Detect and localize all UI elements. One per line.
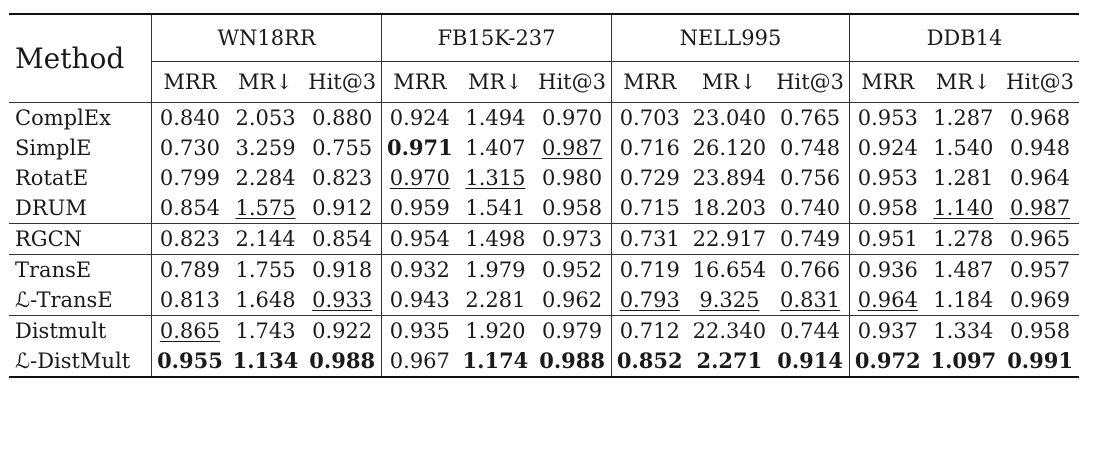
metric-value — [688, 316, 772, 347]
metric-value-text: 0.988 — [309, 348, 376, 373]
metric-value-text: 0.959 — [389, 196, 450, 220]
metric-value — [1001, 133, 1079, 163]
metric-value-text: 0.964 — [857, 288, 918, 312]
metric-value — [228, 133, 304, 163]
metric-header: MR↓ — [701, 70, 757, 94]
metric-value-text: 0.958 — [542, 196, 603, 220]
metric-value — [533, 193, 611, 224]
metric-value-text: 18.203 — [692, 196, 767, 220]
metric-value-text: 1.315 — [465, 166, 526, 190]
dataset-header: NELL995 — [611, 14, 849, 62]
metric-value — [382, 346, 458, 377]
metric-value-text: 0.912 — [312, 196, 373, 220]
metric-value — [688, 285, 772, 316]
metric-value-text: 1.920 — [465, 319, 526, 343]
metric-value-text: 1.755 — [235, 258, 296, 282]
metric-value — [926, 224, 1002, 255]
metric-value — [152, 163, 228, 193]
metric-value-text: 0.967 — [389, 349, 450, 373]
table-row — [9, 224, 1079, 255]
metric-value — [611, 103, 687, 134]
metric-value-text: 0.865 — [159, 319, 220, 343]
metric-value — [382, 285, 458, 316]
metric-value-text: 0.712 — [619, 319, 680, 343]
metric-value — [771, 193, 849, 224]
metric-header: MR↓ — [238, 70, 293, 94]
metric-value — [850, 163, 926, 193]
method-name: ComplEx — [9, 103, 152, 134]
metric-value — [458, 133, 534, 163]
metric-value — [533, 163, 611, 193]
metric-value — [771, 255, 849, 286]
metric-value — [688, 346, 772, 377]
metric-value — [611, 255, 687, 286]
table-row — [9, 255, 1079, 286]
metric-value — [533, 316, 611, 347]
metric-value-text: 0.715 — [619, 196, 680, 220]
metric-value-text: 0.766 — [780, 258, 841, 282]
metric-value — [1001, 224, 1079, 255]
metric-value — [228, 103, 304, 134]
metric-value-text: 0.730 — [159, 136, 220, 160]
metric-value-text: 0.749 — [780, 227, 841, 251]
metric-value-text: 0.813 — [159, 288, 220, 312]
metric-value — [926, 193, 1002, 224]
metric-value-text: 0.964 — [1010, 166, 1071, 190]
metric-value-text: 0.924 — [389, 106, 450, 130]
metric-value-text: 0.799 — [159, 166, 220, 190]
metric-value — [303, 255, 381, 286]
metric-header: MRR — [382, 62, 458, 103]
metric-value — [850, 346, 926, 377]
metric-value — [382, 163, 458, 193]
metric-value — [1001, 285, 1079, 316]
metric-value — [926, 316, 1002, 347]
metric-value — [926, 163, 1002, 193]
metric-value-text: 0.755 — [312, 136, 373, 160]
metric-value-text: 22.917 — [692, 227, 767, 251]
metric-value-text: 0.969 — [1010, 288, 1071, 312]
metric-value-text: 0.970 — [389, 166, 450, 190]
metric-value-text: 0.955 — [157, 348, 223, 373]
metric-value-text: 0.952 — [542, 258, 603, 282]
metric-value — [850, 316, 926, 347]
metric-value-text: 1.541 — [465, 196, 526, 220]
metric-value-text: 0.744 — [780, 319, 841, 343]
metric-value — [458, 346, 534, 377]
method-name: RGCN — [9, 224, 152, 255]
metric-value — [228, 224, 304, 255]
metric-value-text: 0.948 — [1010, 136, 1071, 160]
metric-value — [926, 346, 1002, 377]
metric-value — [850, 255, 926, 286]
metric-value-text: 0.987 — [542, 136, 603, 160]
metric-value — [303, 316, 381, 347]
metric-header: MRR — [611, 62, 687, 103]
metric-value — [926, 255, 1002, 286]
metric-value — [1001, 103, 1079, 134]
metric-value-text: 1.097 — [930, 348, 997, 373]
metric-value — [382, 224, 458, 255]
metric-value — [611, 316, 687, 347]
metric-value-text: 1.494 — [465, 106, 526, 130]
metric-value-text: 0.957 — [1010, 258, 1071, 282]
metric-value — [382, 255, 458, 286]
metric-value — [771, 103, 849, 134]
metric-value — [611, 224, 687, 255]
metric-header: Hit@3 — [1006, 70, 1074, 94]
metric-value — [303, 103, 381, 134]
method-name: Distmult — [9, 316, 152, 347]
metric-value — [850, 103, 926, 134]
metric-value-text: 0.852 — [616, 348, 683, 373]
metric-value — [228, 346, 304, 377]
metric-value — [688, 163, 772, 193]
metric-value-text: 2.284 — [235, 166, 296, 190]
metric-value-text: 1.174 — [462, 348, 529, 373]
method-name: SimplE — [15, 136, 92, 160]
metric-value-text: 0.740 — [780, 196, 841, 220]
metric-value — [458, 163, 534, 193]
metric-header: MRR — [850, 62, 926, 103]
metric-value-text: 0.922 — [312, 319, 373, 343]
table-row — [9, 285, 1079, 316]
metric-header: Hit@3 — [308, 70, 377, 94]
metric-value-text: 1.648 — [235, 288, 296, 312]
metric-value-text: 0.979 — [542, 319, 603, 343]
method-name: DRUM — [15, 196, 87, 220]
metric-value — [152, 133, 228, 163]
metric-value-text: 0.840 — [159, 106, 220, 130]
metric-value-text: 2.144 — [235, 227, 296, 251]
metric-value-text: 1.979 — [465, 258, 526, 282]
metric-value — [228, 255, 304, 286]
metric-value — [152, 103, 228, 134]
metric-value — [458, 285, 534, 316]
metric-value-text: 1.281 — [933, 166, 994, 190]
metric-value-text: 0.973 — [542, 227, 603, 251]
metric-value-text: 2.053 — [235, 106, 296, 130]
metric-value-text: 1.575 — [235, 196, 296, 220]
metric-value — [850, 193, 926, 224]
dataset-header: DDB14 — [850, 14, 1080, 62]
metric-value-text: 0.748 — [780, 136, 841, 160]
metric-value-text: 0.789 — [159, 258, 220, 282]
metric-value-text: 22.340 — [692, 319, 767, 343]
table-row — [9, 346, 1079, 377]
table-row — [9, 103, 1079, 134]
metric-value-text: 0.958 — [857, 196, 918, 220]
metric-value-text: 0.880 — [312, 106, 373, 130]
metric-value-text: 1.278 — [933, 227, 994, 251]
metric-value — [1001, 316, 1079, 347]
metric-value-text: 16.654 — [692, 258, 767, 282]
metric-value-text: 1.743 — [235, 319, 296, 343]
metric-value-text: 0.953 — [857, 166, 918, 190]
metric-value — [382, 133, 458, 163]
metric-value-text: 1.407 — [465, 136, 526, 160]
metric-value — [771, 346, 849, 377]
metric-value-text: 1.334 — [933, 319, 994, 343]
metric-header: Hit@3 — [538, 70, 606, 94]
metric-value — [228, 316, 304, 347]
metric-value — [926, 103, 1002, 134]
metric-value — [303, 133, 381, 163]
metric-value-text: 0.854 — [159, 196, 220, 220]
metric-value — [926, 133, 1002, 163]
metric-value-text: 0.980 — [542, 166, 603, 190]
metric-value — [303, 224, 381, 255]
metric-value-text: 0.965 — [1010, 227, 1071, 251]
metric-value-text: 0.943 — [389, 288, 450, 312]
metric-value-text: 0.932 — [389, 258, 450, 282]
metric-value-text: 0.968 — [1010, 106, 1071, 130]
metric-value — [688, 193, 772, 224]
metric-value — [1001, 255, 1079, 286]
metric-value-text: 0.991 — [1007, 348, 1073, 373]
metric-value-text: 0.854 — [312, 227, 373, 251]
metric-value-text: 0.933 — [312, 288, 373, 312]
metric-value-text: 0.937 — [857, 319, 918, 343]
metric-value-text: 0.958 — [1010, 319, 1071, 343]
metric-value — [688, 103, 772, 134]
metric-value-text: 0.972 — [854, 348, 921, 373]
metric-value — [611, 133, 687, 163]
metric-value-text: 0.716 — [619, 136, 680, 160]
metric-value-text: 0.914 — [777, 348, 843, 373]
metric-value — [533, 255, 611, 286]
metric-value-text: 0.987 — [1010, 196, 1071, 220]
metric-value — [611, 193, 687, 224]
metric-value-text: 0.765 — [780, 106, 841, 130]
metric-value — [303, 285, 381, 316]
metric-value — [688, 255, 772, 286]
metric-value — [382, 103, 458, 134]
metric-header: MR↓ — [467, 70, 523, 94]
metric-value-text: 0.918 — [312, 258, 373, 282]
metric-value-text: 0.936 — [857, 258, 918, 282]
metric-value-text: 0.988 — [539, 348, 605, 373]
metric-value-text: 0.954 — [389, 227, 450, 251]
metric-value — [152, 285, 228, 316]
metric-value-text: 0.823 — [159, 227, 220, 251]
metric-value — [688, 133, 772, 163]
metric-value — [228, 163, 304, 193]
metric-value — [771, 224, 849, 255]
metric-value-text: 0.719 — [619, 258, 680, 282]
metric-value-text: 2.271 — [696, 348, 763, 373]
metric-value — [533, 103, 611, 134]
metric-value-text: 1.287 — [933, 106, 994, 130]
metric-value-text: 26.120 — [692, 136, 767, 160]
metric-value — [926, 285, 1002, 316]
method-name: ℒ-DistMult — [9, 346, 152, 377]
metric-value — [688, 224, 772, 255]
metric-value-text: 1.184 — [933, 288, 994, 312]
metric-value-text: 1.134 — [232, 348, 299, 373]
metric-value — [382, 193, 458, 224]
metric-value — [458, 103, 534, 134]
metric-header: MR↓ — [935, 70, 991, 94]
metric-value-text: 1.498 — [465, 227, 526, 251]
metric-value-text: 0.924 — [857, 136, 918, 160]
metric-header: Hit@3 — [776, 70, 845, 94]
metric-value — [152, 224, 228, 255]
metric-value-text: 0.703 — [619, 106, 680, 130]
metric-value — [303, 163, 381, 193]
metric-value — [382, 316, 458, 347]
dataset-header: WN18RR — [152, 14, 382, 62]
metric-value — [533, 285, 611, 316]
metric-value — [152, 316, 228, 347]
metric-value-text: 0.962 — [542, 288, 603, 312]
metric-value-text: 3.259 — [235, 136, 296, 160]
method-column-header: Method — [9, 14, 152, 103]
metric-value-text: 0.951 — [857, 227, 918, 251]
metric-value — [533, 224, 611, 255]
metric-value-text: 23.894 — [692, 166, 767, 190]
metric-value-text: 0.731 — [619, 227, 680, 251]
metric-value-text: 0.971 — [386, 135, 453, 160]
metric-value-text: 0.756 — [780, 166, 841, 190]
method-name: ℒ-TransE — [15, 288, 113, 312]
metric-value — [611, 285, 687, 316]
metric-value — [152, 193, 228, 224]
metric-value-text: 0.970 — [542, 106, 603, 130]
metric-header: MRR — [152, 62, 228, 103]
method-name: RotatE — [15, 166, 89, 190]
metric-value — [152, 255, 228, 286]
metric-value-text: 0.793 — [619, 288, 680, 312]
metric-value — [1001, 163, 1079, 193]
metric-value-text: 0.953 — [857, 106, 918, 130]
metric-value — [850, 224, 926, 255]
metric-value — [458, 193, 534, 224]
metric-value — [533, 133, 611, 163]
metric-value-text: 0.729 — [619, 166, 680, 190]
metric-value-text: 0.823 — [312, 166, 373, 190]
dataset-header: FB15K-237 — [382, 14, 612, 62]
metric-value — [152, 346, 228, 377]
table-row — [9, 193, 1079, 224]
metric-value — [771, 133, 849, 163]
metric-value-text: 1.140 — [933, 196, 994, 220]
metric-value-text: 0.831 — [780, 288, 841, 312]
metric-value — [771, 285, 849, 316]
metric-value-text: 0.935 — [389, 319, 450, 343]
metric-value-text: 9.325 — [699, 288, 760, 312]
metric-value — [1001, 193, 1079, 224]
metric-value — [850, 133, 926, 163]
method-name: TransE — [9, 255, 152, 286]
metric-value — [458, 316, 534, 347]
table-row — [9, 133, 1079, 163]
metric-value — [771, 316, 849, 347]
metric-value-text: 1.540 — [933, 136, 994, 160]
metric-value — [303, 346, 381, 377]
metric-value — [458, 224, 534, 255]
metric-value — [303, 193, 381, 224]
metric-value-text: 1.487 — [933, 258, 994, 282]
metric-value-text: 2.281 — [465, 288, 526, 312]
table-row — [9, 163, 1079, 193]
metric-value — [771, 163, 849, 193]
metric-value — [850, 285, 926, 316]
table-row — [9, 316, 1079, 347]
metric-value — [611, 346, 687, 377]
metric-value — [533, 346, 611, 377]
metric-value — [228, 285, 304, 316]
metric-value — [228, 193, 304, 224]
metric-value — [458, 255, 534, 286]
results-table — [9, 13, 1079, 378]
metric-value — [611, 163, 687, 193]
metric-value-text: 23.040 — [692, 106, 767, 130]
metric-value — [1001, 346, 1079, 377]
